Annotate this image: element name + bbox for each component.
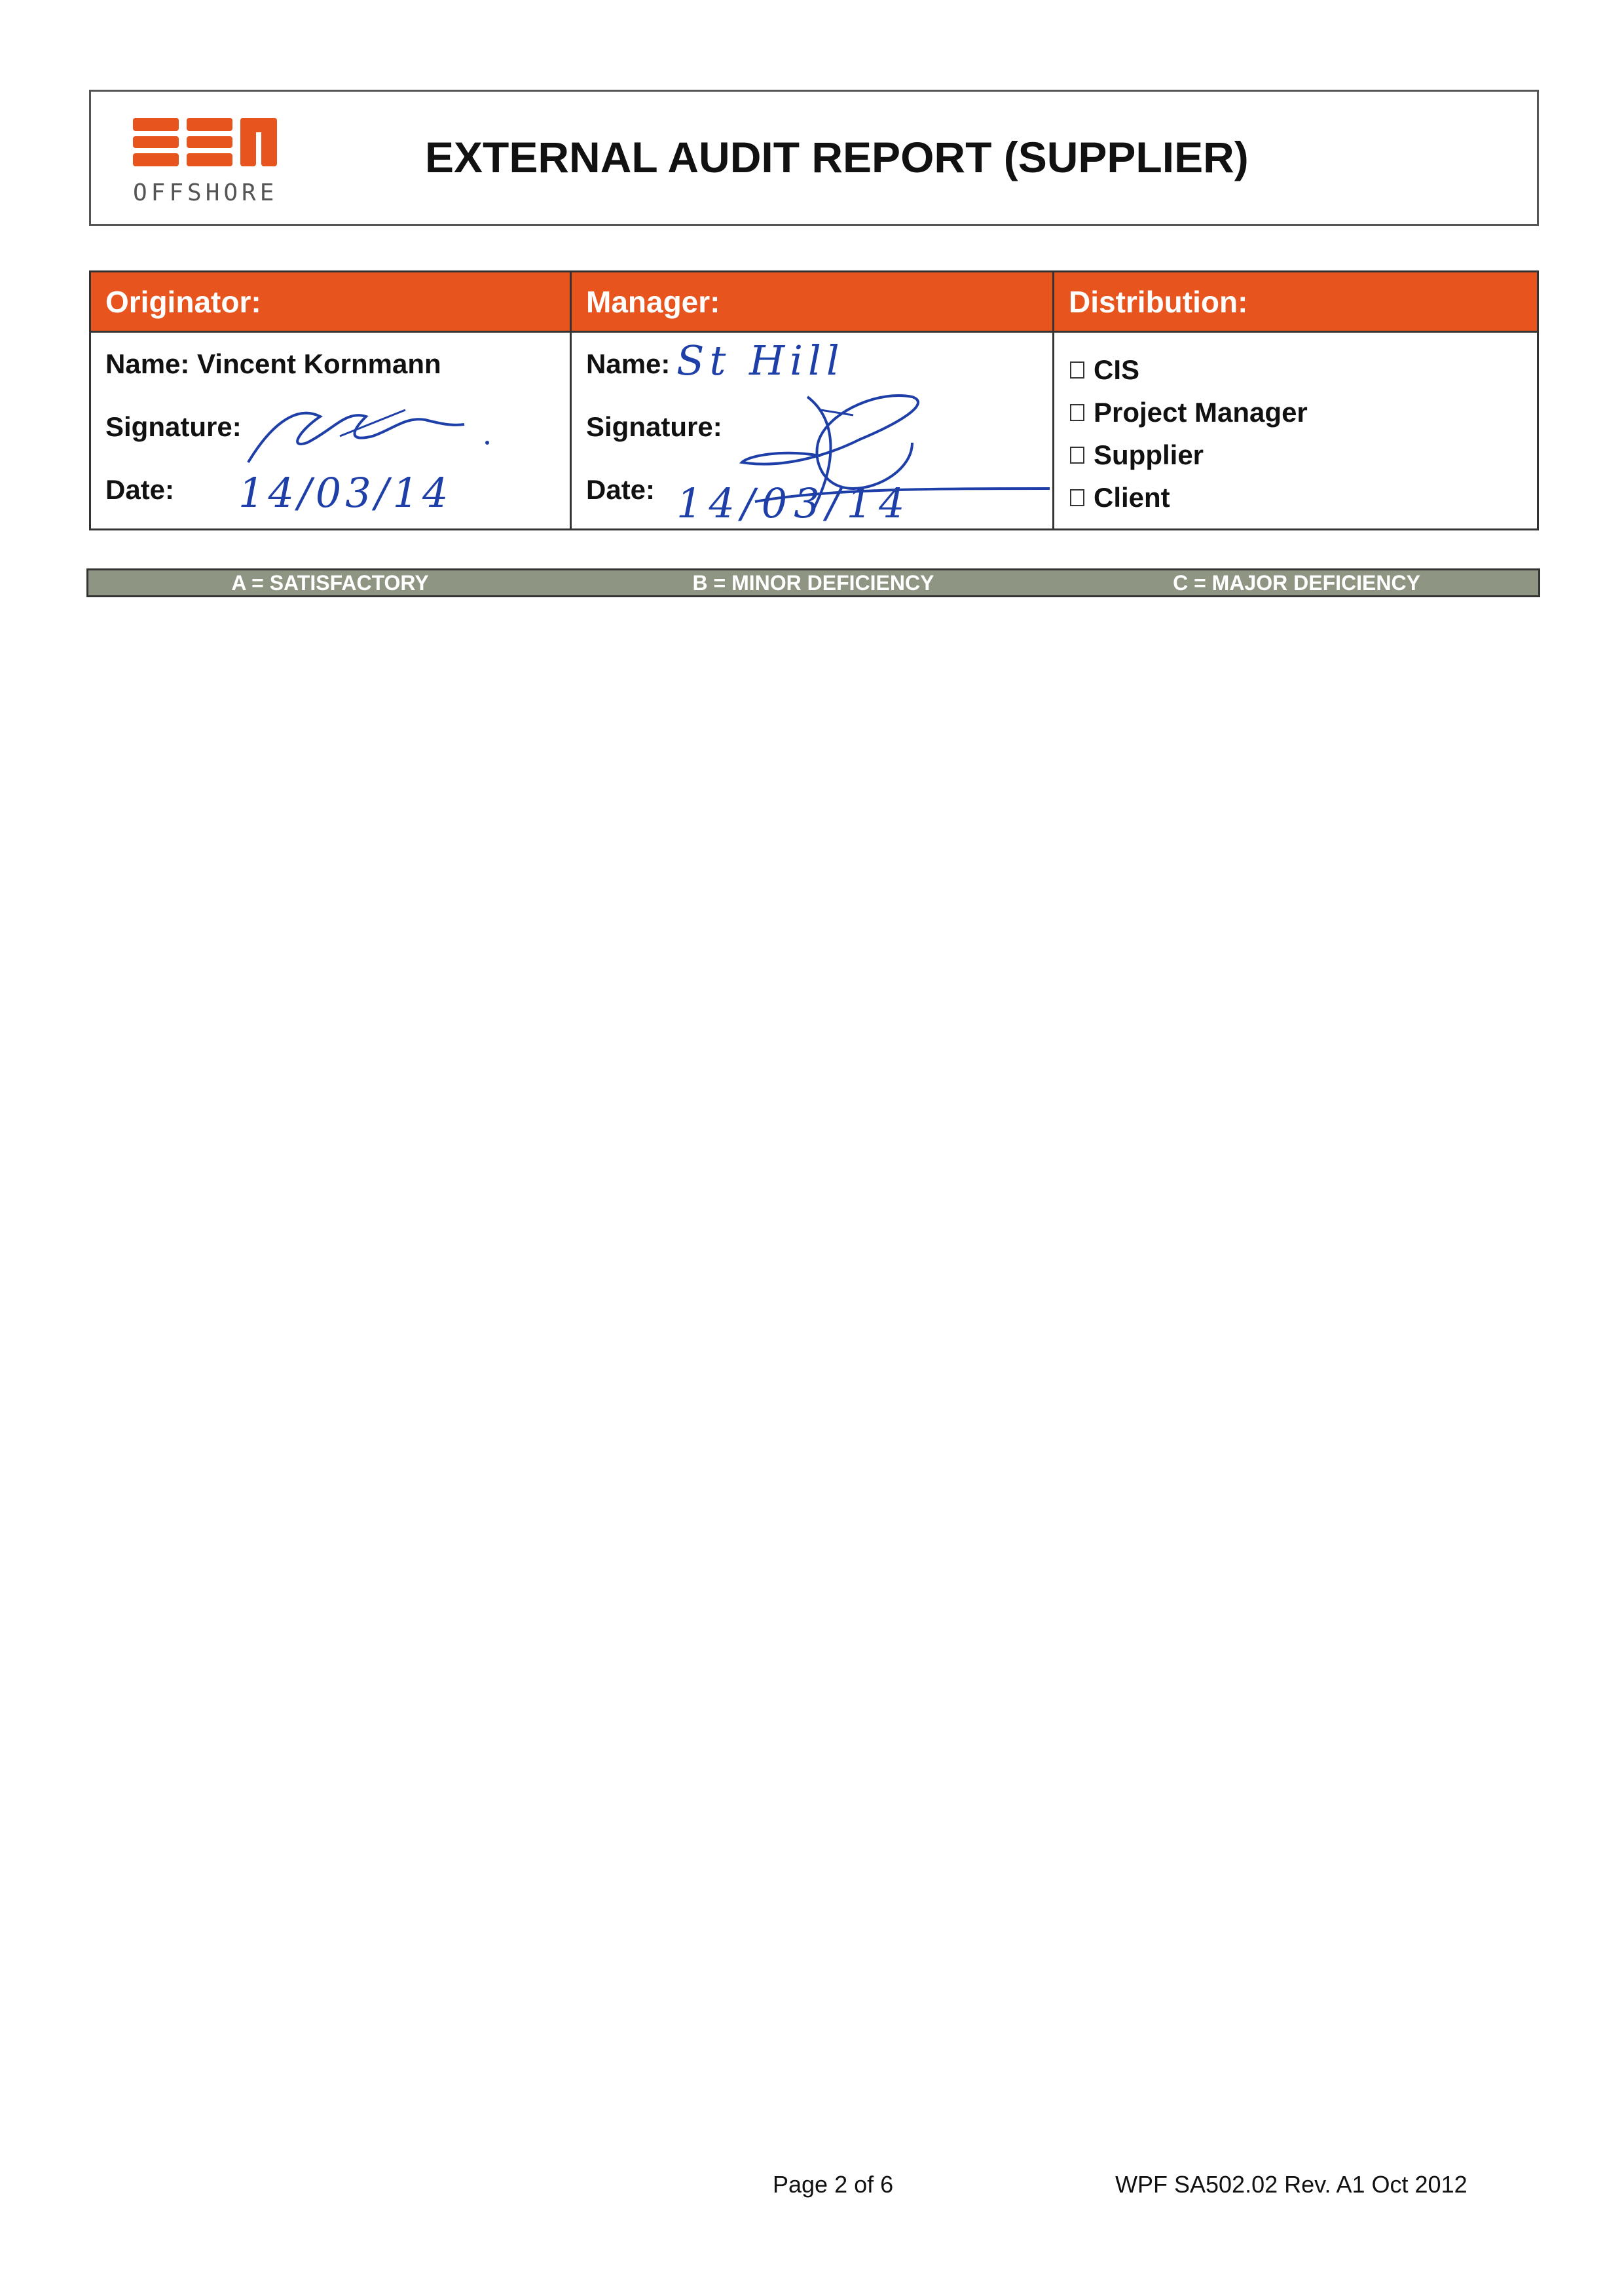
originator-signature-label: Signature: bbox=[105, 411, 242, 442]
manager-date-label: Date: bbox=[586, 474, 655, 505]
manager-heading: Manager: bbox=[572, 272, 1052, 333]
originator-signature bbox=[242, 390, 517, 469]
approval-table bbox=[89, 270, 1539, 530]
manager-column bbox=[572, 272, 1054, 528]
originator-date-handwritten: 14/03/14 bbox=[238, 469, 452, 517]
page-number: Page 2 of 6 bbox=[773, 2171, 894, 2198]
sbm-offshore-logo bbox=[133, 114, 297, 212]
distribution-item-client[interactable] bbox=[1070, 476, 1308, 519]
rating-satisfactory: A = SATISFACTORY bbox=[231, 570, 429, 595]
distribution-column bbox=[1054, 272, 1537, 528]
report-header bbox=[89, 90, 1539, 226]
manager-date-handwritten: 14/03/14 bbox=[676, 479, 912, 527]
distribution-item-project-manager[interactable] bbox=[1070, 391, 1308, 434]
logo-text: OFFSHORE bbox=[133, 179, 278, 206]
distribution-list bbox=[1070, 348, 1308, 519]
checkbox-icon[interactable] bbox=[1070, 404, 1084, 421]
originator-name: Name: Vincent Kornmann bbox=[105, 348, 441, 379]
distribution-item-label: Project Manager bbox=[1094, 396, 1308, 428]
distribution-item-label: Client bbox=[1094, 481, 1170, 513]
distribution-item-supplier[interactable] bbox=[1070, 434, 1308, 476]
sbm-logo-mark bbox=[133, 114, 297, 179]
form-reference: WPF SA502.02 Rev. A1 Oct 2012 bbox=[1115, 2171, 1467, 2198]
rating-major-deficiency: C = MAJOR DEFICIENCY bbox=[1173, 570, 1420, 595]
manager-signature-label: Signature: bbox=[586, 411, 722, 442]
checkbox-icon[interactable] bbox=[1070, 489, 1084, 506]
originator-date-label: Date: bbox=[105, 474, 175, 505]
checkbox-icon[interactable] bbox=[1070, 361, 1084, 379]
rating-legend-bar bbox=[86, 568, 1540, 597]
originator-heading: Originator: bbox=[91, 272, 570, 333]
distribution-item-label: Supplier bbox=[1094, 439, 1204, 470]
rating-minor-deficiency: B = MINOR DEFICIENCY bbox=[692, 570, 934, 595]
distribution-item-cis[interactable] bbox=[1070, 348, 1308, 391]
originator-column bbox=[91, 272, 572, 528]
distribution-heading: Distribution: bbox=[1054, 272, 1537, 333]
distribution-item-label: CIS bbox=[1094, 354, 1140, 385]
document-title: EXTERNAL AUDIT REPORT (SUPPLIER) bbox=[425, 133, 1249, 181]
manager-name-label: Name: bbox=[586, 348, 671, 379]
manager-name-handwritten: St Hill bbox=[676, 337, 845, 384]
checkbox-icon[interactable] bbox=[1070, 447, 1084, 464]
